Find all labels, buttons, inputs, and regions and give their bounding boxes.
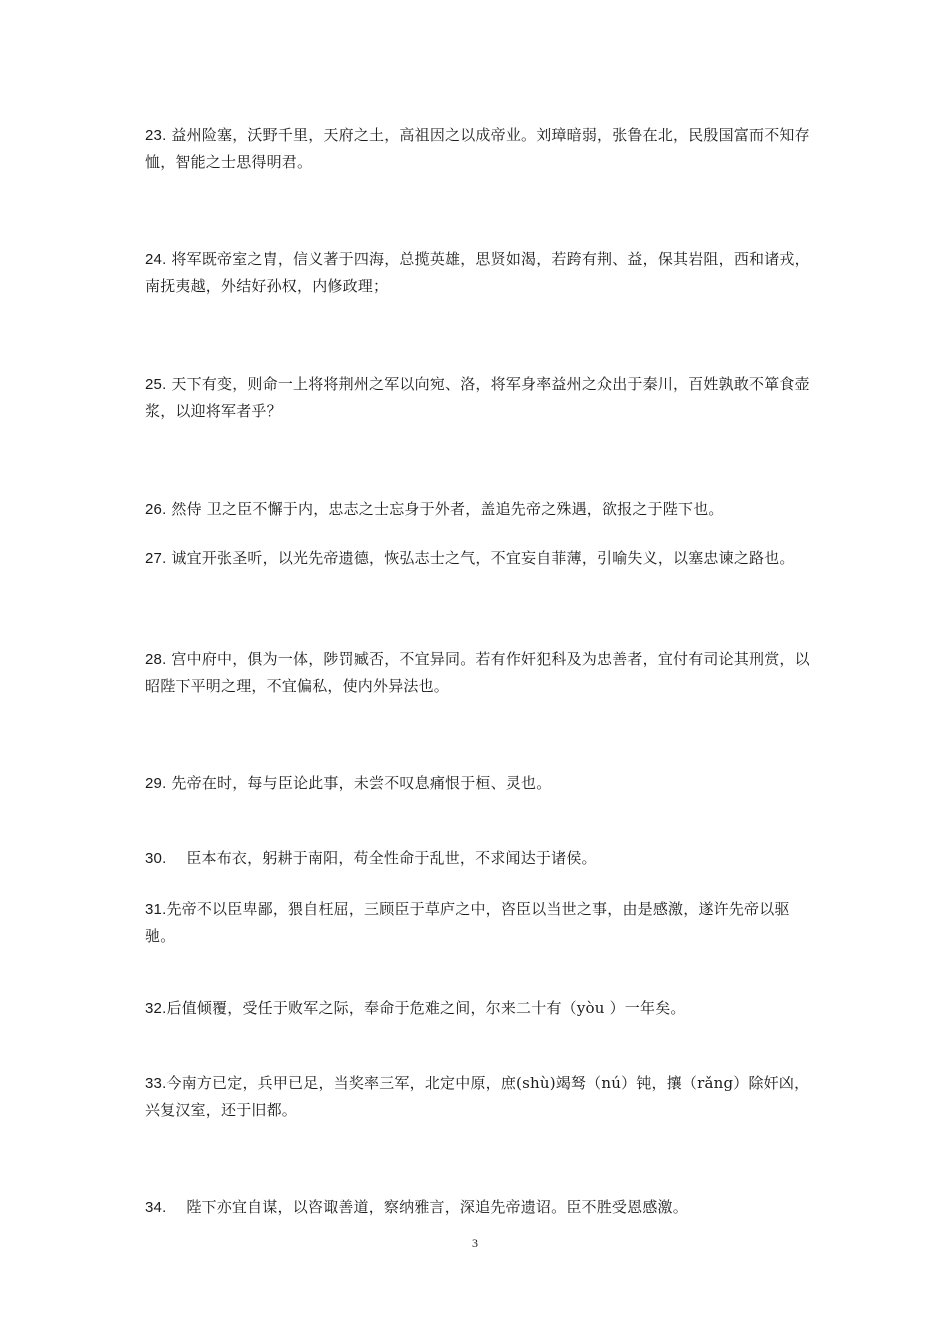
paragraph-30 [145,845,810,872]
paragraph-23 [145,122,810,176]
paragraph-34 [145,1194,810,1221]
paragraph-number: 27. [145,550,167,567]
paragraph-text: 今南方已定，兵甲已足，当奖率三军，北定中原，庶(shù)竭驽（nú）钝，攘（rǎng）除奸凶，兴复汉室，还于旧都。 [145,1074,810,1119]
paragraph-24 [145,246,810,300]
paragraph-number: 32. [145,1000,167,1017]
paragraph-text: 先帝不以臣卑鄙，猥自枉屈，三顾臣于草庐之中，咨臣以当世之事，由是感激，遂许先帝以驱驰。 [145,900,790,945]
paragraph-number: 23. [145,127,167,144]
page-number: 3 [472,1236,478,1250]
paragraph-26 [145,496,810,523]
paragraph-number: 28. [145,651,167,668]
paragraph-number: 33. [145,1075,167,1092]
paragraph-number: 29. [145,775,167,792]
paragraph-text: 后值倾覆，受任于败军之际，奉命于危难之间，尔来二十有（yòu ）一年矣。 [166,999,686,1017]
paragraph-text: 诚宜开张圣听，以光先帝遗德，恢弘志士之气，不宜妄自菲薄，引喻失义，以塞忠谏之路也。 [166,549,795,567]
paragraph-number: 34. [145,1199,167,1216]
paragraph-text: 益州险塞，沃野千里，天府之土，高祖因之以成帝业。刘璋暗弱，张鲁在北，民殷国富而不知存恤，智能之士思得明君。 [145,126,810,171]
paragraph-33 [145,1070,810,1124]
paragraph-28 [145,646,810,700]
paragraph-27 [145,545,810,572]
paragraph-25 [145,371,810,425]
paragraph-text: 天下有变，则命一上将将荆州之军以向宛、洛，将军身率益州之众出于秦川，百姓孰敢不箪食壶浆，以迎将军者乎？ [145,375,810,420]
paragraph-number: 24. [145,251,167,268]
paragraph-31 [145,896,810,950]
paragraph-29 [145,770,810,797]
paragraph-32 [145,995,810,1022]
paragraph-text: 宫中府中，俱为一体，陟罚臧否，不宜异同。若有作奸犯科及为忠善者，宜付有司论其刑赏，以昭陛下平明之理，不宜偏私，使内外异法也。 [145,650,810,695]
paragraph-text: 然侍 卫之臣不懈于内，忠志之士忘身于外者，盖追先帝之殊遇，欲报之于陛下也。 [166,500,724,518]
paragraph-text: 先帝在时，每与臣论此事，未尝不叹息痛恨于桓、灵也。 [166,774,552,792]
paragraph-number: 31. [145,901,167,918]
paragraph-number: 30. [145,850,167,867]
paragraph-text: 将军既帝室之胄，信义著于四海，总揽英雄，思贤如渴，若跨有荆、益，保其岩阻，西和诸戎，南抚夷越，外结好孙权，内修政理； [145,250,810,295]
paragraph-text: 臣本布衣，躬耕于南阳，苟全性命于乱世，不求闻达于诸侯。 [166,849,597,867]
paragraph-text: 陛下亦宜自谋，以咨诹善道，察纳雅言，深追先帝遗诏。臣不胜受恩感激。 [166,1198,688,1216]
paragraph-number: 26. [145,501,167,518]
paragraph-number: 25. [145,376,167,393]
